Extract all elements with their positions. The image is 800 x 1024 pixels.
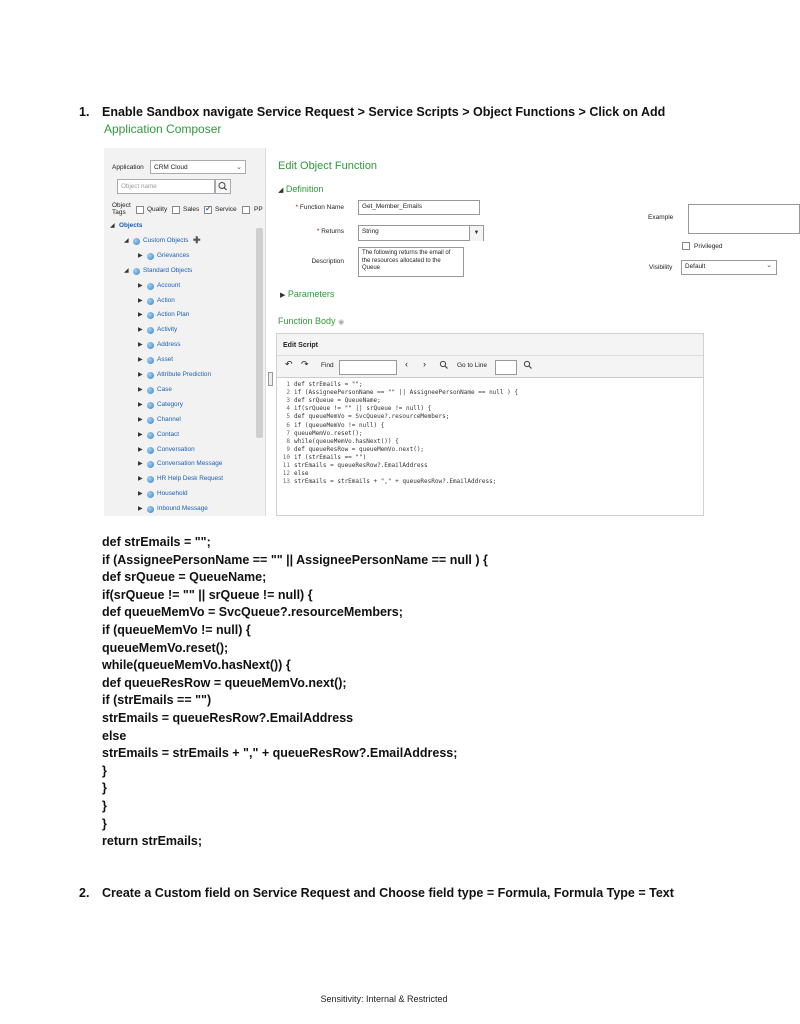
code-listing-line: while(queueMemVo.hasNext()) { bbox=[102, 658, 291, 673]
chevron-down-icon: ⌄ bbox=[766, 262, 772, 269]
tag-sales-label: Sales bbox=[183, 206, 200, 213]
line-code: else bbox=[294, 470, 309, 478]
step-text: Create a Custom field on Service Request and Choose field type = Formula, Formula Type = Text bbox=[102, 886, 674, 900]
add-icon[interactable]: ✚ bbox=[193, 234, 201, 245]
expand-triangle-icon[interactable]: ▶ bbox=[138, 491, 143, 498]
line-number: 5 bbox=[286, 413, 290, 421]
line-number: 6 bbox=[286, 421, 290, 429]
expand-triangle-icon[interactable]: ▶ bbox=[138, 282, 143, 289]
object-icon bbox=[133, 268, 140, 275]
line-code: queueMemVo.reset(); bbox=[294, 429, 363, 437]
code-listing-line: if (queueMemVo != null) { bbox=[102, 623, 251, 637]
object-icon bbox=[147, 447, 154, 454]
code-listing-line: queueMemVo.reset(); bbox=[102, 640, 229, 655]
tree-item-label: Address bbox=[157, 341, 181, 349]
object-icon bbox=[147, 402, 154, 409]
expand-triangle-icon[interactable]: ▶ bbox=[138, 446, 143, 453]
tree-item-label: Inbound Message bbox=[157, 505, 208, 513]
example-label: Example bbox=[648, 214, 674, 221]
parameters-section[interactable] bbox=[280, 289, 334, 299]
expand-triangle-icon[interactable]: ▶ bbox=[138, 357, 143, 364]
collapse-triangle-icon: ◢ bbox=[278, 187, 284, 194]
find-label: Find bbox=[321, 362, 334, 369]
tree-item-label: Conversation bbox=[157, 445, 195, 453]
expand-triangle-icon[interactable]: ▶ bbox=[138, 476, 143, 483]
object-icon bbox=[147, 432, 154, 439]
line-code: if(srQueue != "" || srQueue != null) { bbox=[294, 405, 432, 413]
function-body-heading bbox=[278, 316, 344, 326]
object-icon bbox=[147, 283, 154, 290]
code-listing-line: } bbox=[102, 799, 107, 813]
expand-triangle-icon[interactable]: ▶ bbox=[138, 252, 143, 259]
code-listing-line: strEmails = queueResRow?.EmailAddress bbox=[102, 711, 354, 725]
object-icon bbox=[133, 238, 140, 245]
expand-triangle-icon: ▶ bbox=[280, 292, 286, 299]
goto-line-input[interactable] bbox=[495, 360, 517, 375]
line-code: strEmails = queueResRow?.EmailAddress bbox=[294, 462, 428, 469]
step-number: 1. bbox=[79, 105, 90, 119]
collapse-triangle-icon[interactable]: ◢ bbox=[124, 267, 129, 274]
goto-line-label: Go to Line bbox=[457, 362, 487, 369]
tree-item-label: Conversation Message bbox=[157, 460, 223, 468]
object-icon bbox=[147, 476, 154, 483]
sidebar-scrollbar[interactable] bbox=[256, 228, 263, 438]
function-name-input[interactable]: Get_Member_Emails bbox=[358, 200, 480, 215]
expand-triangle-icon[interactable]: ▶ bbox=[138, 386, 143, 393]
tree-item-label: Case bbox=[157, 385, 172, 393]
search-icon bbox=[216, 180, 230, 193]
application-label: Application bbox=[112, 164, 144, 171]
tree-item-label: HR Help Desk Request bbox=[157, 475, 224, 483]
tag-pp-label: PP bbox=[254, 206, 263, 213]
tree-item-label: Action bbox=[157, 296, 175, 304]
function-body-label: Function Body bbox=[278, 316, 336, 326]
function-name-label: * Function Name bbox=[295, 204, 344, 211]
tag-sales-checkbox[interactable] bbox=[172, 206, 180, 214]
parameters-label: Parameters bbox=[287, 289, 335, 299]
tree-item-label: Grievances bbox=[157, 251, 190, 259]
tree-item-label: Contact bbox=[157, 430, 180, 438]
line-code: if (AssigneePersonName == "" || AssigneePersonName == null ) { bbox=[294, 389, 518, 397]
expand-triangle-icon[interactable]: ▶ bbox=[138, 461, 143, 468]
expand-triangle-icon[interactable]: ▶ bbox=[138, 431, 143, 438]
object-icon bbox=[147, 387, 154, 394]
object-icon bbox=[147, 491, 154, 498]
line-number: 11 bbox=[282, 462, 290, 469]
line-number: 9 bbox=[286, 445, 290, 453]
expand-triangle-icon[interactable]: ▶ bbox=[138, 297, 143, 304]
line-number: 13 bbox=[282, 478, 290, 486]
application-value: CRM Cloud bbox=[154, 164, 188, 171]
returns-value: String bbox=[362, 228, 379, 235]
step-text: Enable Sandbox navigate Service Request > Service Scripts > Object Functions > Click on Add bbox=[102, 105, 666, 119]
line-code: strEmails = strEmails + "," + queueResRow?.EmailAddress; bbox=[294, 478, 497, 486]
code-listing-line: if (AssigneePersonName == "" || AssigneePersonName == null ) { bbox=[102, 552, 488, 567]
dropdown-arrow-icon: ▼ bbox=[469, 226, 483, 241]
expand-triangle-icon[interactable]: ▶ bbox=[138, 506, 143, 513]
collapse-triangle-icon[interactable]: ◢ bbox=[124, 237, 129, 244]
line-number: 10 bbox=[282, 453, 290, 461]
edit-object-function-panel bbox=[276, 148, 772, 516]
redo-icon[interactable]: ↷ bbox=[301, 359, 309, 369]
tree-item-label: Asset bbox=[157, 356, 173, 364]
expand-triangle-icon[interactable]: ▶ bbox=[138, 327, 143, 334]
expand-triangle-icon[interactable]: ▶ bbox=[138, 312, 143, 319]
code-listing-line: def queueResRow = queueMemVo.next(); bbox=[102, 675, 347, 690]
sidebar bbox=[104, 148, 266, 516]
line-code: def queueResRow = queueMemVo.next(); bbox=[294, 445, 425, 453]
object-icon bbox=[147, 372, 154, 379]
line-number: 1 bbox=[286, 381, 290, 388]
description-label: Description bbox=[311, 258, 344, 265]
example-textarea[interactable] bbox=[688, 204, 800, 234]
object-icon bbox=[147, 312, 154, 319]
definition-section[interactable] bbox=[278, 184, 323, 194]
code-listing-line: } bbox=[102, 816, 107, 831]
code-listing-line: } bbox=[102, 763, 107, 778]
collapse-triangle-icon[interactable]: ◢ bbox=[110, 223, 115, 229]
object-icon bbox=[147, 253, 154, 260]
code-listing-line: } bbox=[102, 781, 107, 796]
tag-pp-checkbox[interactable] bbox=[242, 206, 250, 214]
step-number: 2. bbox=[79, 886, 90, 900]
tree-item-label: Custom Objects bbox=[143, 236, 189, 244]
object-search-input[interactable]: Object name bbox=[117, 179, 215, 194]
tree-item-label: Objects bbox=[119, 222, 143, 229]
privileged-checkbox[interactable] bbox=[682, 242, 690, 250]
privileged-label: Privileged bbox=[694, 243, 723, 250]
application-composer-screenshot bbox=[104, 148, 772, 516]
object-icon bbox=[147, 342, 154, 349]
tree-item-label: Household bbox=[157, 490, 188, 498]
returns-select[interactable] bbox=[358, 225, 484, 241]
tree-item-label: Channel bbox=[157, 415, 181, 423]
visibility-value: Default bbox=[685, 263, 706, 270]
sensitivity-footer: Sensitivity: Internal & Restricted bbox=[320, 994, 448, 1004]
object-icon bbox=[147, 357, 154, 364]
object-icon bbox=[147, 461, 154, 468]
page-title: Edit Object Function bbox=[278, 160, 378, 172]
object-icon bbox=[147, 417, 154, 424]
tag-service-label: Service bbox=[215, 206, 237, 213]
find-previous-icon[interactable]: ‹ bbox=[405, 359, 408, 369]
search-button[interactable] bbox=[215, 179, 231, 194]
line-number: 3 bbox=[286, 397, 290, 405]
line-number: 7 bbox=[286, 429, 290, 437]
object-icon bbox=[147, 506, 154, 513]
goto-search-icon[interactable] bbox=[523, 360, 533, 372]
find-input[interactable] bbox=[339, 360, 397, 375]
description-textarea[interactable]: The following returns the email of the resources allocated to the Queue bbox=[358, 247, 464, 277]
code-listing-line: def queueMemVo = SvcQueue?.resourceMembers; bbox=[102, 605, 403, 620]
line-code: if (strEmails == "") bbox=[294, 453, 367, 461]
tag-quality-checkbox[interactable] bbox=[136, 206, 144, 214]
code-listing-line: def srQueue = QueueName; bbox=[102, 570, 267, 585]
expand-triangle-icon[interactable]: ▶ bbox=[138, 342, 143, 349]
visibility-select[interactable] bbox=[681, 260, 777, 275]
find-next-icon[interactable]: › bbox=[423, 359, 426, 369]
edit-script-title: Edit Script bbox=[277, 334, 703, 356]
code-listing-line: if(srQueue != "" || srQueue != null) { bbox=[102, 587, 313, 602]
script-editor bbox=[276, 333, 704, 516]
code-listing-line: strEmails = strEmails + "," + queueResRow?.EmailAddress; bbox=[102, 746, 458, 761]
tree-item-label: Action Plan bbox=[157, 311, 190, 319]
line-code: def queueMemVo = SvcQueue?.resourceMembers; bbox=[294, 413, 450, 421]
line-number: 4 bbox=[286, 405, 290, 413]
line-number: 8 bbox=[286, 437, 290, 445]
object-icon bbox=[147, 298, 154, 305]
help-icon[interactable]: ◉ bbox=[338, 319, 345, 326]
step-1 bbox=[79, 105, 739, 123]
tree-item-label: Category bbox=[157, 400, 183, 408]
expand-triangle-icon[interactable]: ▶ bbox=[138, 372, 143, 378]
line-code: while(queueMemVo.hasNext()) { bbox=[294, 437, 399, 445]
returns-label: * Returns bbox=[316, 228, 344, 235]
tag-quality-label: Quality bbox=[147, 206, 168, 213]
code-listing-line: def strEmails = ""; bbox=[102, 535, 211, 549]
step-2 bbox=[79, 886, 739, 904]
tree-item-label: Attribute Prediction bbox=[157, 371, 211, 378]
code-listing-line: return strEmails; bbox=[102, 834, 203, 849]
line-code: def strEmails = ""; bbox=[294, 381, 363, 388]
editor-toolbar bbox=[277, 356, 703, 378]
undo-icon[interactable]: ↶ bbox=[285, 359, 293, 369]
line-code: def srQueue = QueueName; bbox=[294, 397, 381, 405]
tree-item-label: Account bbox=[157, 281, 181, 289]
expand-triangle-icon[interactable]: ▶ bbox=[138, 401, 143, 408]
tree-item-label: Activity bbox=[157, 326, 178, 334]
chevron-down-icon: ⌄ bbox=[236, 164, 242, 171]
code-listing-line: else bbox=[102, 728, 127, 743]
line-code: if (queueMemVo != null) { bbox=[294, 421, 385, 429]
splitter-handle[interactable] bbox=[268, 372, 273, 386]
object-tags-label: Object Tags bbox=[112, 202, 131, 216]
definition-label: Definition bbox=[285, 184, 324, 194]
object-icon bbox=[147, 327, 154, 334]
line-number: 12 bbox=[282, 470, 290, 478]
application-select[interactable] bbox=[150, 160, 246, 174]
code-listing-line: if (strEmails == "") bbox=[102, 693, 212, 708]
visibility-label: Visibility bbox=[649, 264, 673, 271]
tag-service-checkbox[interactable] bbox=[204, 206, 212, 214]
application-composer-title: Application Composer bbox=[104, 122, 222, 136]
search-icon[interactable] bbox=[439, 360, 449, 372]
tree-item-label: Standard Objects bbox=[143, 266, 193, 274]
expand-triangle-icon[interactable]: ▶ bbox=[138, 416, 143, 423]
line-number: 2 bbox=[286, 389, 290, 397]
